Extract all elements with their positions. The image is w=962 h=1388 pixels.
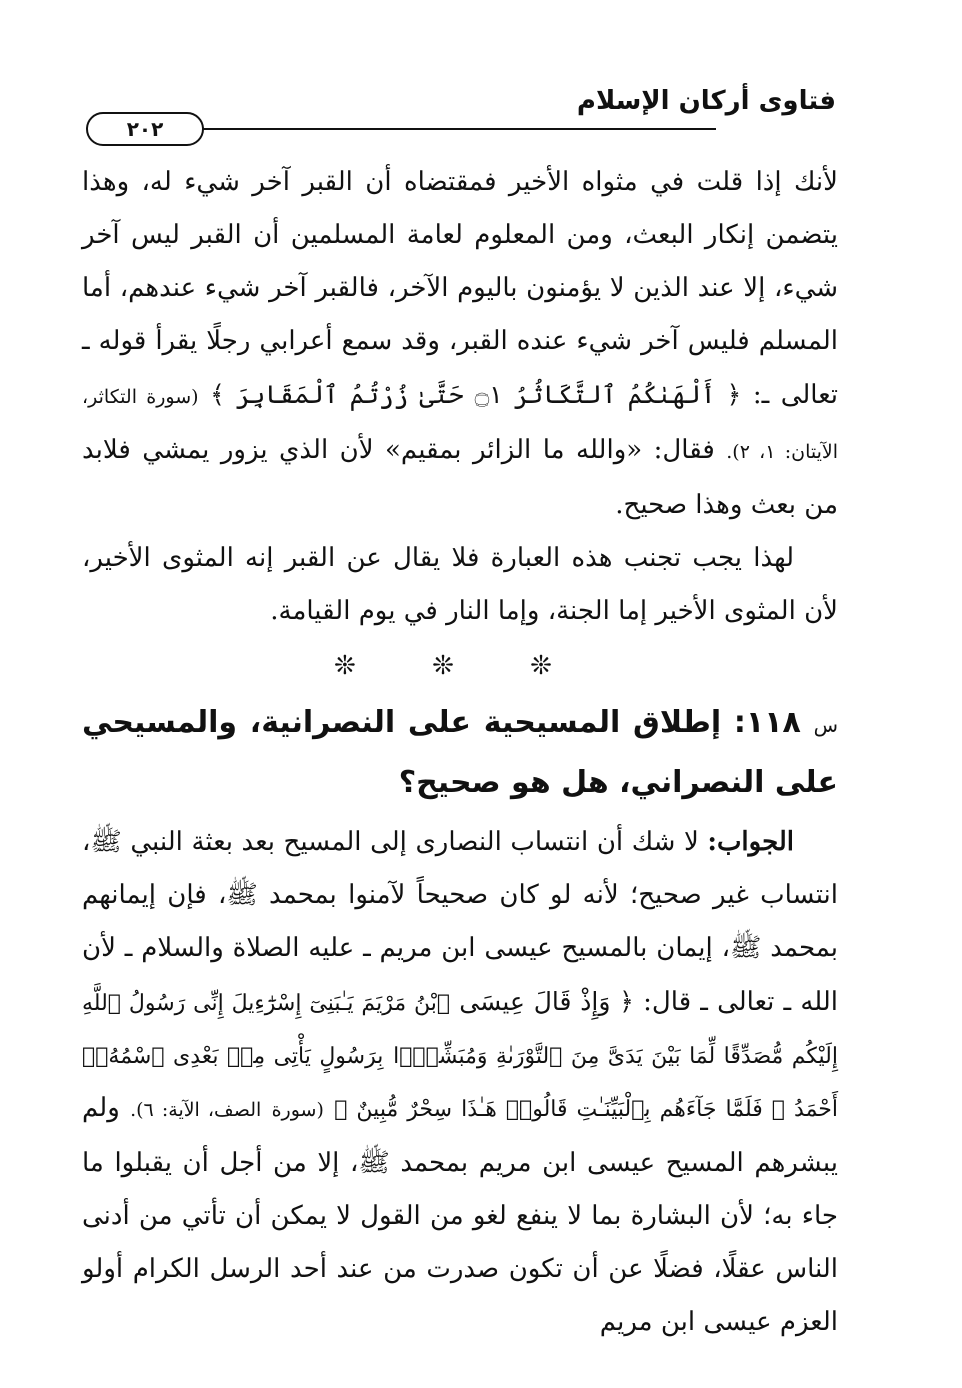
question-line: ١١٨: إطلاق المسيحية على النصرانية، والمسيحي على [82, 705, 838, 800]
text-line: آخر شيء، إلا عند الذين لا يؤمنون باليوم الآخر، فالقبر آخر شيء [82, 220, 839, 303]
quran-verse: ﴿ وَإِذْ قَالَ عِيسَى [459, 987, 634, 1016]
text-line: عندهم، أما المسلم فليس آخر شيء عنده القبر، وقد سمع أعرابي [82, 273, 839, 356]
book-title: فتاوى أركان الإسلام [576, 86, 836, 116]
text-line: لأنك إذا قلت في مثواه الأخير فمقتضاه أن القبر آخر شيء له، وهذا [82, 167, 838, 197]
verse-reference: الصف، الآية: ٦). [130, 1099, 262, 1121]
text-line: يتضمن إنكار البعث، ومن المعلوم لعامة المسلمين أن القبر ليس [131, 220, 838, 250]
quran-verse: بِرَسُولٍ يَأْتِى مِنۢ بَعْدِى ٱسْمُهُۥٓ أَحْمَدُ ۖ فَلَمَّا جَآءَهُم بِٱلْبَيِّنَـٰتِ قَالُوا۟ هَـٰذَا سِحْرٌ مُّبِينٌ ﴾ [82, 1044, 838, 1122]
text-line: القول لا يمكن أن تأتي من أدنى الناس عقلًا، فضلًا عن أن تكون [82, 1201, 839, 1284]
text-line: ولم يبشرهم المسيح عيسى ابن مريم بمحمد ﷺ، [82, 1093, 838, 1178]
text-line: الأخير، لأن المثوى الأخير إما الجنة، وإما النار في يوم القيامة. [82, 543, 838, 626]
answer-label: الجواب: [707, 827, 795, 857]
text-line: مريم ـ عليه الصلاة والسلام ـ لأن الله ـ تعالى ـ قال: [82, 933, 839, 1017]
question-mark: س [813, 713, 838, 737]
paragraph-2 [82, 532, 838, 638]
page-header [86, 86, 836, 146]
text-line: يزور يمشي فلابد من بعث وهذا صحيح. [82, 435, 838, 520]
text-line: لهذا يجب تجنب هذه العبارة فلا يقال عن القبر إنه المثوى [161, 543, 794, 573]
text-line: إلا من أجل أن يقبلوا ما جاء به؛ لأن البشارة بما لا ينفع لغو من [82, 1148, 838, 1231]
text-line: فقال: «والله ما الزائر بمقيم» لأن الذي [279, 435, 715, 465]
text-line: بمحمد ﷺ، فإن إيمانهم بمحمد ﷺ، إيمان بالمسيح عيسى ابن [82, 880, 838, 963]
verse-reference: (سورة التكاثر، الآيتان: ١، ٢). [82, 386, 839, 463]
text-line: صدرت من عند أحد الرسل الكرام أولو العزم عيسى ابن مريم [82, 1254, 838, 1337]
text-line: رجلًا يقرأ قوله ـ تعالى ـ: [82, 326, 839, 410]
quran-verse: ﴿ أَلْهَىٰكُمُ ٱلتَّكَاثُرُ ۝١ حَتَّىٰ زُرْتُمُ ٱلْمَقَابِرَ ﴾ [210, 380, 742, 409]
page-body [82, 156, 838, 1349]
text-line: لا شك أن انتساب النصارى إلى المسيح بعد بعثة [191, 827, 699, 857]
question-line: النصراني، هل هو صحيح؟ [398, 765, 765, 800]
paragraph-1 [82, 156, 838, 532]
quran-verse: ٱبْنُ مَرْيَمَ يَـٰبَنِىٓ إِسْرَٰٓءِيلَ إِنِّى رَسُولُ ٱللَّهِ إِلَيْكُم مُّصَدِّقًا لِّمَا بَيْنَ يَدَىَّ مِنَ ٱلتَّوْرَىٰةِ وَمُبَشِّرًۢا [82, 991, 838, 1069]
text-line: النبي ﷺ، انتساب غير صحيح؛ لأنه لو كان صحيحاً لآمنوا [82, 827, 838, 910]
question-heading [82, 694, 838, 812]
section-separator: ❊ ❊ ❊ [334, 651, 586, 681]
answer-paragraph [82, 816, 838, 1349]
verse-reference: (سورة [271, 1099, 324, 1121]
page-number: ٢٠٢ [86, 112, 204, 146]
